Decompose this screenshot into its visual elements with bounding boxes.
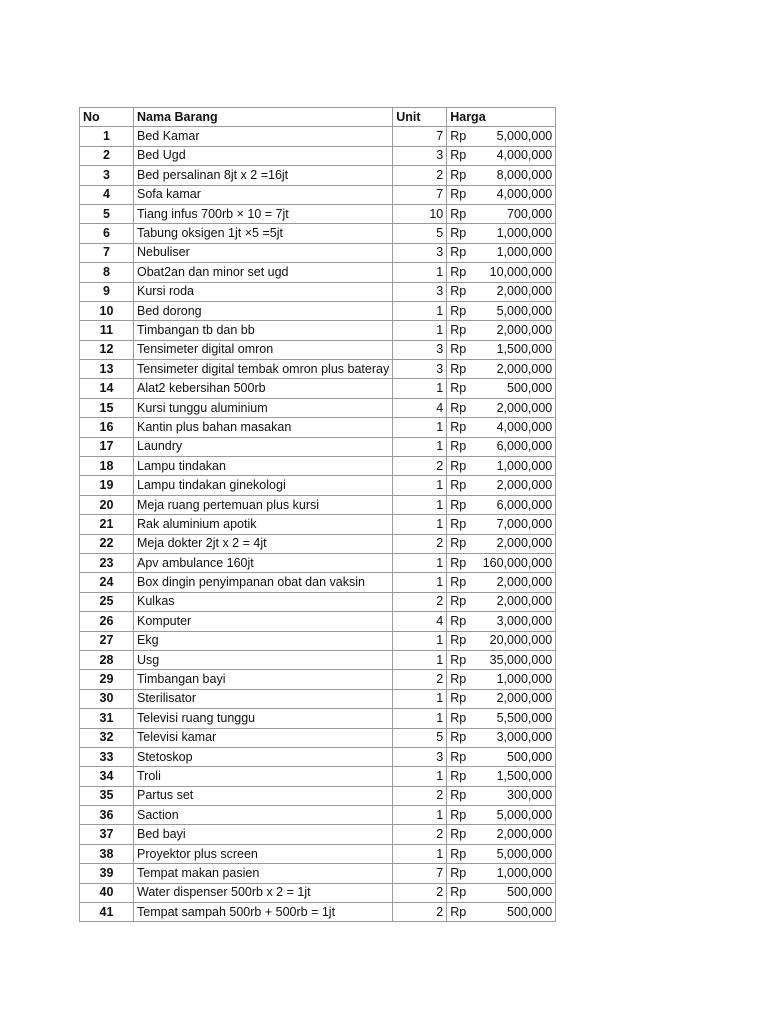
price-value: 5,000,000 xyxy=(471,301,556,320)
item-name: Kulkas xyxy=(134,592,393,611)
unit-count: 5 xyxy=(393,224,447,243)
currency-label: Rp xyxy=(447,398,471,417)
price-value: 160,000,000 xyxy=(471,553,556,572)
currency-label: Rp xyxy=(447,495,471,514)
item-name: Meja dokter 2jt x 2 = 4jt xyxy=(134,534,393,553)
table-row xyxy=(80,243,556,262)
price-value: 8,000,000 xyxy=(471,166,556,185)
unit-count: 3 xyxy=(393,747,447,766)
row-number: 9 xyxy=(80,282,134,301)
currency-label: Rp xyxy=(447,689,471,708)
table-row xyxy=(80,592,556,611)
currency-label: Rp xyxy=(447,476,471,495)
item-name: Rak aluminium apotik xyxy=(134,515,393,534)
item-name: Apv ambulance 160jt xyxy=(134,553,393,572)
currency-label: Rp xyxy=(447,573,471,592)
price-value: 2,000,000 xyxy=(471,534,556,553)
item-name: Nebuliser xyxy=(134,243,393,262)
table-row xyxy=(80,495,556,514)
row-number: 34 xyxy=(80,767,134,786)
currency-label: Rp xyxy=(447,185,471,204)
unit-count: 1 xyxy=(393,418,447,437)
price-value: 1,000,000 xyxy=(471,457,556,476)
price-value: 500,000 xyxy=(471,903,556,922)
item-name: Kursi roda xyxy=(134,282,393,301)
item-name: Bed dorong xyxy=(134,301,393,320)
currency-label: Rp xyxy=(447,883,471,902)
row-number: 1 xyxy=(80,127,134,146)
header-harga: Harga xyxy=(447,108,556,127)
unit-count: 2 xyxy=(393,825,447,844)
table-row xyxy=(80,806,556,825)
item-name: Water dispenser 500rb x 2 = 1jt xyxy=(134,883,393,902)
row-number: 39 xyxy=(80,864,134,883)
row-number: 30 xyxy=(80,689,134,708)
row-number: 37 xyxy=(80,825,134,844)
currency-label: Rp xyxy=(447,263,471,282)
price-value: 2,000,000 xyxy=(471,282,556,301)
item-name: Stetoskop xyxy=(134,747,393,766)
inventory-table xyxy=(79,107,556,922)
currency-label: Rp xyxy=(447,321,471,340)
unit-count: 1 xyxy=(393,321,447,340)
item-name: Ekg xyxy=(134,631,393,650)
unit-count: 7 xyxy=(393,127,447,146)
row-number: 33 xyxy=(80,747,134,766)
row-number: 8 xyxy=(80,263,134,282)
table-row xyxy=(80,670,556,689)
row-number: 40 xyxy=(80,883,134,902)
table-row xyxy=(80,747,556,766)
table-row xyxy=(80,146,556,165)
item-name: Bed Kamar xyxy=(134,127,393,146)
unit-count: 2 xyxy=(393,592,447,611)
table-row xyxy=(80,903,556,922)
price-value: 5,000,000 xyxy=(471,844,556,863)
price-value: 2,000,000 xyxy=(471,360,556,379)
price-value: 10,000,000 xyxy=(471,263,556,282)
currency-label: Rp xyxy=(447,379,471,398)
row-number: 14 xyxy=(80,379,134,398)
row-number: 10 xyxy=(80,301,134,320)
unit-count: 1 xyxy=(393,379,447,398)
price-value: 1,000,000 xyxy=(471,670,556,689)
unit-count: 5 xyxy=(393,728,447,747)
table-row xyxy=(80,573,556,592)
row-number: 5 xyxy=(80,204,134,223)
table-row xyxy=(80,457,556,476)
price-value: 35,000,000 xyxy=(471,650,556,669)
price-value: 300,000 xyxy=(471,786,556,805)
currency-label: Rp xyxy=(447,224,471,243)
row-number: 23 xyxy=(80,553,134,572)
price-value: 2,000,000 xyxy=(471,689,556,708)
item-name: Sterilisator xyxy=(134,689,393,708)
table-row xyxy=(80,631,556,650)
unit-count: 2 xyxy=(393,457,447,476)
row-number: 29 xyxy=(80,670,134,689)
table-row xyxy=(80,185,556,204)
table-row xyxy=(80,398,556,417)
row-number: 41 xyxy=(80,903,134,922)
item-name: Tensimeter digital omron xyxy=(134,340,393,359)
currency-label: Rp xyxy=(447,747,471,766)
currency-label: Rp xyxy=(447,709,471,728)
unit-count: 2 xyxy=(393,786,447,805)
item-name: Bed Ugd xyxy=(134,146,393,165)
row-number: 2 xyxy=(80,146,134,165)
row-number: 24 xyxy=(80,573,134,592)
table-row xyxy=(80,437,556,456)
row-number: 35 xyxy=(80,786,134,805)
row-number: 22 xyxy=(80,534,134,553)
unit-count: 1 xyxy=(393,631,447,650)
table-row xyxy=(80,282,556,301)
unit-count: 1 xyxy=(393,573,447,592)
unit-count: 1 xyxy=(393,515,447,534)
item-name: Tabung oksigen 1jt ×5 =5jt xyxy=(134,224,393,243)
row-number: 32 xyxy=(80,728,134,747)
item-name: Bed persalinan 8jt x 2 =16jt xyxy=(134,166,393,185)
price-value: 500,000 xyxy=(471,747,556,766)
table-row xyxy=(80,728,556,747)
currency-label: Rp xyxy=(447,631,471,650)
price-value: 1,500,000 xyxy=(471,340,556,359)
currency-label: Rp xyxy=(447,825,471,844)
item-name: Timbangan tb dan bb xyxy=(134,321,393,340)
unit-count: 3 xyxy=(393,360,447,379)
currency-label: Rp xyxy=(447,418,471,437)
table-row xyxy=(80,825,556,844)
price-value: 4,000,000 xyxy=(471,418,556,437)
item-name: Proyektor plus screen xyxy=(134,844,393,863)
row-number: 16 xyxy=(80,418,134,437)
currency-label: Rp xyxy=(447,457,471,476)
currency-label: Rp xyxy=(447,553,471,572)
item-name: Lampu tindakan xyxy=(134,457,393,476)
table-header-row xyxy=(80,108,556,127)
unit-count: 1 xyxy=(393,495,447,514)
table-row xyxy=(80,844,556,863)
unit-count: 3 xyxy=(393,282,447,301)
unit-count: 1 xyxy=(393,476,447,495)
unit-count: 1 xyxy=(393,844,447,863)
item-name: Tiang infus 700rb × 10 = 7jt xyxy=(134,204,393,223)
header-unit: Unit xyxy=(393,108,447,127)
item-name: Timbangan bayi xyxy=(134,670,393,689)
unit-count: 1 xyxy=(393,553,447,572)
price-value: 4,000,000 xyxy=(471,146,556,165)
table-row xyxy=(80,360,556,379)
item-name: Lampu tindakan ginekologi xyxy=(134,476,393,495)
price-value: 2,000,000 xyxy=(471,476,556,495)
currency-label: Rp xyxy=(447,592,471,611)
row-number: 27 xyxy=(80,631,134,650)
row-number: 17 xyxy=(80,437,134,456)
currency-label: Rp xyxy=(447,670,471,689)
row-number: 28 xyxy=(80,650,134,669)
currency-label: Rp xyxy=(447,243,471,262)
unit-count: 1 xyxy=(393,650,447,669)
table-row xyxy=(80,379,556,398)
currency-label: Rp xyxy=(447,360,471,379)
row-number: 18 xyxy=(80,457,134,476)
table-row xyxy=(80,418,556,437)
table-row xyxy=(80,224,556,243)
currency-label: Rp xyxy=(447,166,471,185)
unit-count: 3 xyxy=(393,243,447,262)
price-value: 1,000,000 xyxy=(471,224,556,243)
table-row xyxy=(80,553,556,572)
table-row xyxy=(80,689,556,708)
currency-label: Rp xyxy=(447,806,471,825)
table-row xyxy=(80,612,556,631)
item-name: Tempat sampah 500rb + 500rb = 1jt xyxy=(134,903,393,922)
currency-label: Rp xyxy=(447,204,471,223)
currency-label: Rp xyxy=(447,437,471,456)
item-name: Partus set xyxy=(134,786,393,805)
price-value: 1,500,000 xyxy=(471,767,556,786)
table-row xyxy=(80,340,556,359)
unit-count: 10 xyxy=(393,204,447,223)
price-value: 1,000,000 xyxy=(471,243,556,262)
price-value: 3,000,000 xyxy=(471,728,556,747)
unit-count: 2 xyxy=(393,883,447,902)
currency-label: Rp xyxy=(447,301,471,320)
table-row xyxy=(80,534,556,553)
table-row xyxy=(80,321,556,340)
price-value: 2,000,000 xyxy=(471,573,556,592)
row-number: 15 xyxy=(80,398,134,417)
item-name: Sofa kamar xyxy=(134,185,393,204)
row-number: 38 xyxy=(80,844,134,863)
item-name: Kantin plus bahan masakan xyxy=(134,418,393,437)
unit-count: 2 xyxy=(393,670,447,689)
row-number: 26 xyxy=(80,612,134,631)
unit-count: 1 xyxy=(393,709,447,728)
row-number: 11 xyxy=(80,321,134,340)
table-row xyxy=(80,515,556,534)
table-row xyxy=(80,204,556,223)
unit-count: 3 xyxy=(393,340,447,359)
table-row xyxy=(80,476,556,495)
item-name: Televisi kamar xyxy=(134,728,393,747)
table-row xyxy=(80,864,556,883)
currency-label: Rp xyxy=(447,515,471,534)
price-value: 7,000,000 xyxy=(471,515,556,534)
price-value: 3,000,000 xyxy=(471,612,556,631)
row-number: 12 xyxy=(80,340,134,359)
table-row xyxy=(80,883,556,902)
unit-count: 1 xyxy=(393,301,447,320)
currency-label: Rp xyxy=(447,534,471,553)
table-row xyxy=(80,650,556,669)
unit-count: 1 xyxy=(393,806,447,825)
item-name: Obat2an dan minor set ugd xyxy=(134,263,393,282)
unit-count: 7 xyxy=(393,864,447,883)
price-value: 20,000,000 xyxy=(471,631,556,650)
unit-count: 1 xyxy=(393,689,447,708)
price-value: 6,000,000 xyxy=(471,437,556,456)
price-value: 5,000,000 xyxy=(471,806,556,825)
item-name: Bed bayi xyxy=(134,825,393,844)
table-row xyxy=(80,786,556,805)
price-value: 5,000,000 xyxy=(471,127,556,146)
currency-label: Rp xyxy=(447,844,471,863)
item-name: Alat2 kebersihan 500rb xyxy=(134,379,393,398)
table-row xyxy=(80,709,556,728)
table-row xyxy=(80,166,556,185)
table-row xyxy=(80,767,556,786)
unit-count: 7 xyxy=(393,185,447,204)
row-number: 19 xyxy=(80,476,134,495)
row-number: 4 xyxy=(80,185,134,204)
price-value: 2,000,000 xyxy=(471,321,556,340)
currency-label: Rp xyxy=(447,786,471,805)
item-name: Televisi ruang tunggu xyxy=(134,709,393,728)
price-value: 1,000,000 xyxy=(471,864,556,883)
price-value: 700,000 xyxy=(471,204,556,223)
currency-label: Rp xyxy=(447,340,471,359)
price-value: 2,000,000 xyxy=(471,398,556,417)
table-row xyxy=(80,301,556,320)
item-name: Kursi tunggu aluminium xyxy=(134,398,393,417)
currency-label: Rp xyxy=(447,146,471,165)
unit-count: 1 xyxy=(393,437,447,456)
unit-count: 2 xyxy=(393,166,447,185)
currency-label: Rp xyxy=(447,903,471,922)
item-name: Komputer xyxy=(134,612,393,631)
unit-count: 2 xyxy=(393,903,447,922)
item-name: Box dingin penyimpanan obat dan vaksin xyxy=(134,573,393,592)
price-value: 500,000 xyxy=(471,379,556,398)
row-number: 25 xyxy=(80,592,134,611)
unit-count: 2 xyxy=(393,534,447,553)
item-name: Saction xyxy=(134,806,393,825)
unit-count: 4 xyxy=(393,398,447,417)
unit-count: 3 xyxy=(393,146,447,165)
price-value: 2,000,000 xyxy=(471,825,556,844)
row-number: 31 xyxy=(80,709,134,728)
currency-label: Rp xyxy=(447,650,471,669)
currency-label: Rp xyxy=(447,282,471,301)
table-row xyxy=(80,127,556,146)
row-number: 13 xyxy=(80,360,134,379)
item-name: Meja ruang pertemuan plus kursi xyxy=(134,495,393,514)
price-value: 5,500,000 xyxy=(471,709,556,728)
currency-label: Rp xyxy=(447,767,471,786)
row-number: 6 xyxy=(80,224,134,243)
item-name: Laundry xyxy=(134,437,393,456)
row-number: 20 xyxy=(80,495,134,514)
price-value: 6,000,000 xyxy=(471,495,556,514)
currency-label: Rp xyxy=(447,127,471,146)
row-number: 36 xyxy=(80,806,134,825)
price-value: 2,000,000 xyxy=(471,592,556,611)
item-name: Tensimeter digital tembak omron plus bateray xyxy=(134,360,393,379)
item-name: Usg xyxy=(134,650,393,669)
item-name: Tempat makan pasien xyxy=(134,864,393,883)
table-body xyxy=(80,127,556,922)
row-number: 21 xyxy=(80,515,134,534)
table-row xyxy=(80,263,556,282)
price-value: 500,000 xyxy=(471,883,556,902)
currency-label: Rp xyxy=(447,612,471,631)
unit-count: 1 xyxy=(393,767,447,786)
price-value: 4,000,000 xyxy=(471,185,556,204)
row-number: 7 xyxy=(80,243,134,262)
row-number: 3 xyxy=(80,166,134,185)
currency-label: Rp xyxy=(447,728,471,747)
currency-label: Rp xyxy=(447,864,471,883)
unit-count: 1 xyxy=(393,263,447,282)
unit-count: 4 xyxy=(393,612,447,631)
header-nama-barang: Nama Barang xyxy=(134,108,393,127)
header-no: No xyxy=(80,108,134,127)
item-name: Troli xyxy=(134,767,393,786)
